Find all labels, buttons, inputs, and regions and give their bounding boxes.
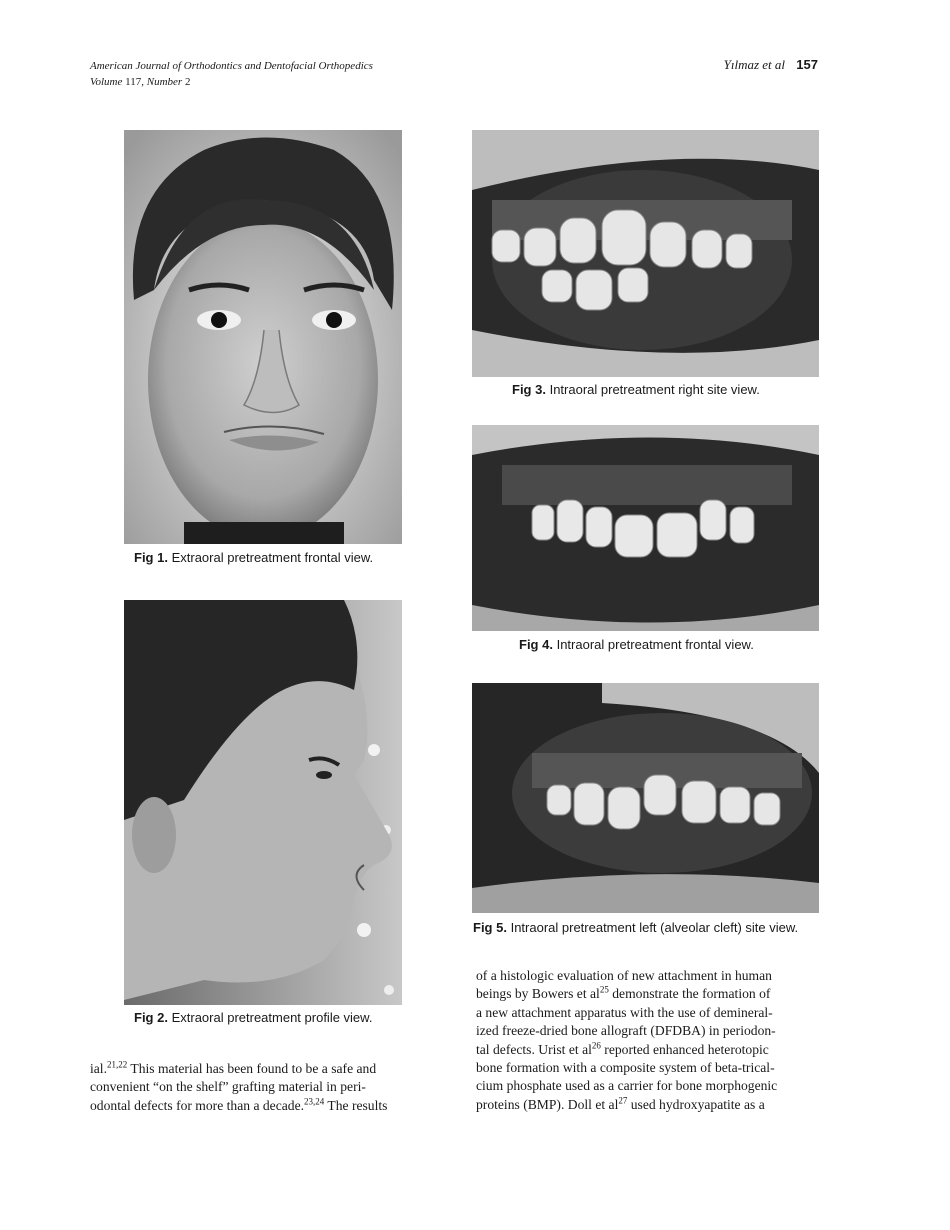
right-line-6: bone formation with a composite system of beta-trical- (476, 1060, 775, 1076)
left-column-text (90, 1060, 434, 1115)
number-label: Number (146, 76, 183, 88)
fig1-text: Extraoral pretreatment frontal view. (171, 550, 374, 565)
right-line-2: beings by Bowers et $al^{25}$ demonstrate the formation of (476, 984, 771, 1002)
right-line-4: ized freeze-dried bone allograft (DFDBA) in periodon- (476, 1023, 776, 1039)
fig2-photo (124, 600, 402, 1005)
right-line-5: tal defects. Urist et $al^{26}$ reported enhanced heterotopic (476, 1040, 769, 1057)
left-line-2: convenient “on the shelf” grafting material in peri- (90, 1079, 366, 1095)
fig1-photo (124, 130, 402, 544)
right-line-7: cium phosphate used as a carrier for bone morphogenic (476, 1078, 778, 1094)
volume-number: Volume 117, Number 2 (90, 76, 191, 88)
right-column-text (476, 967, 817, 1114)
fig1-label: Fig 1. (134, 550, 168, 565)
right-line-1: of a histologic evaluation of new attachment in human (476, 968, 772, 983)
running-header-journal (90, 58, 373, 90)
fig4-label: Fig 4. (519, 637, 553, 652)
fig4-photo (472, 425, 819, 631)
volume-value: 117 (125, 76, 142, 88)
fig3-label: Fig 3. (512, 382, 546, 397)
fig5-photo (472, 683, 819, 913)
fig3-text: Intraoral pretreatment right site view. (549, 382, 760, 397)
right-line-8: proteins (BMP). Doll et $al^{27}$ used hydroxyapatite as a (476, 1095, 765, 1112)
running-authors: Yılmaz et al (723, 57, 786, 72)
left-line-1: ial.$^{21,22}$ This material has been found to be a safe and (90, 1059, 377, 1076)
left-line-3: odontal defects for more than a decade.$^{23,24}$ The results (90, 1096, 388, 1113)
journal-title: American Journal of Orthodontics and Dentofacial Orthopedics (90, 60, 373, 72)
fig5-caption (473, 920, 798, 935)
page-number: 157 (796, 57, 818, 72)
fig3-photo (472, 130, 819, 377)
fig3-caption (512, 382, 760, 397)
fig2-text: Extraoral pretreatment profile view. (171, 1010, 373, 1025)
fig5-text: Intraoral pretreatment left (alveolar cleft) site view. (510, 920, 799, 935)
fig5-label: Fig 5. (473, 920, 507, 935)
fig1-caption (134, 550, 373, 565)
fig4-caption (519, 637, 754, 652)
fig2-caption (134, 1010, 372, 1025)
volume-label: Volume (90, 76, 123, 88)
running-header-right (724, 57, 818, 73)
number-value: 2 (184, 76, 191, 88)
fig2-label: Fig 2. (134, 1010, 168, 1025)
right-line-3: a new attachment apparatus with the use of demineral- (476, 1004, 773, 1020)
fig4-text: Intraoral pretreatment frontal view. (556, 637, 754, 652)
